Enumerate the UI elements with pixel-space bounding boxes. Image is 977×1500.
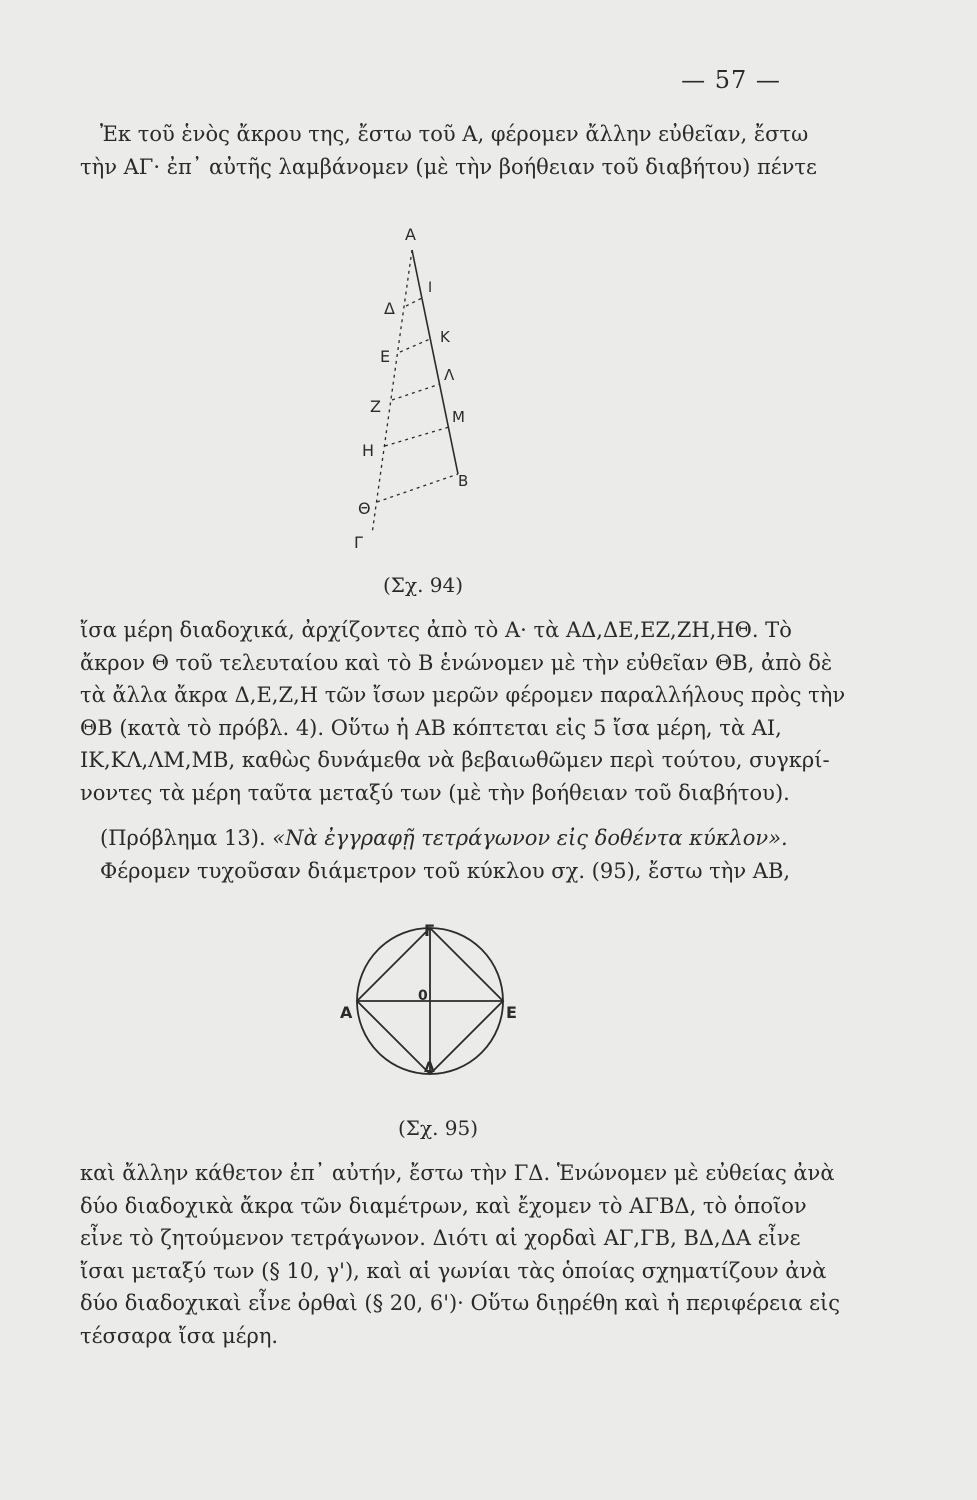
figure-94-diagram xyxy=(340,222,490,552)
text-line: ἴσαι μεταξύ των (§ 10, γ'), καὶ αἱ γωνίαι τὰς ὁποίας σχηματίζουν ἀνὰ xyxy=(80,1258,827,1283)
text-line: καὶ ἄλλην κάθετον ἐπ᾽ αὐτήν, ἔστω τὴν ΓΔ. Ἑνώνομεν μὲ εὐθείας ἀνὰ xyxy=(80,1161,835,1185)
label-I: Ι xyxy=(428,280,433,296)
figure-94-caption: (Σχ. 94) xyxy=(383,573,464,597)
paragraph-square-proof xyxy=(80,1157,840,1352)
label-center: 0 xyxy=(418,988,428,1004)
problem-number: (Πρόβλημα 13). xyxy=(100,826,273,850)
label-Z: Ζ xyxy=(370,397,381,416)
problem-heading-line xyxy=(80,822,840,855)
paragraph-intro xyxy=(80,118,840,183)
label-Theta: Θ xyxy=(358,499,371,518)
label-bottom: Δ xyxy=(424,1060,435,1076)
paragraph-problem-13 xyxy=(80,822,840,887)
label-right: Ε xyxy=(506,1003,517,1022)
text-line: τέσσαρα ἴσα μέρη. xyxy=(80,1323,279,1348)
label-Delta: Δ xyxy=(384,299,395,318)
paragraph-division xyxy=(80,614,846,809)
page-number: — 57 — xyxy=(681,66,781,94)
label-top: Γ xyxy=(424,921,435,940)
text-line: ΙΚ,ΚΛ,ΛΜ,ΜΒ, καθὼς δυνάμεθα νὰ βεβαιωθῶμεν περὶ τούτου, συγκρί- xyxy=(80,748,830,772)
text-line: τὴν ΑΓ· ἐπ᾽ αὐτῆς λαμβάνομεν (μὲ τὴν βοήθειαν τοῦ διαβήτου) πέντε xyxy=(80,154,817,179)
label-A: Α xyxy=(405,225,416,244)
text-line: ἴσα μέρη διαδοχικά, ἀρχίζοντες ἀπὸ τὸ Α· τὰ ΑΔ,ΔΕ,ΕΖ,ΖΗ,ΗΘ. Τὸ xyxy=(80,618,792,642)
text-line: δύο διαδοχικαὶ εἶνε ὀρθαὶ (§ 20, 6')· Οὕτω διῃρέθη καὶ ἡ περιφέρεια εἰς xyxy=(80,1291,841,1315)
text-line: δύο διαδοχικὰ ἄκρα τῶν διαμέτρων, καὶ ἔχομεν τὸ ΑΓΒΔ, τὸ ὁποῖον xyxy=(80,1193,807,1218)
figure-95-caption: (Σχ. 95) xyxy=(398,1116,479,1140)
label-M: Μ xyxy=(452,408,465,426)
label-H: Η xyxy=(362,441,375,460)
text-line: ΘΒ (κατὰ τὸ πρόβλ. 4). Οὕτω ἡ ΑΒ κόπτεται εἰς 5 ἴσα μέρη, τὰ ΑΙ, xyxy=(80,715,782,740)
text-line: Φέρομεν τυχοῦσαν διάμετρον τοῦ κύκλου σχ. (95), ἔστω τὴν ΑΒ, xyxy=(100,858,791,883)
text-line: τὰ ἄλλα ἄκρα Δ,Ε,Ζ,Η τῶν ἴσων μερῶν φέρομεν παραλλήλους πρὸς τὴν xyxy=(80,683,846,707)
line-ThB xyxy=(377,474,458,502)
label-left: Α xyxy=(340,1003,353,1022)
line-H-parallel xyxy=(385,427,449,446)
text-line: νοντες τὰ μέρη ταῦτα μεταξύ των (μὲ τὴν βοήθειαν τοῦ διαβήτου). xyxy=(80,780,790,805)
line-Z-parallel xyxy=(392,384,440,400)
line-D-parallel xyxy=(406,298,422,306)
text-line: εἶνε τὸ ζητούμενον τετράγωνον. Διότι αἱ χορδαὶ ΑΓ,ΓΒ, ΒΔ,ΔΑ εἶνε xyxy=(80,1226,801,1250)
label-L: Λ xyxy=(444,366,455,384)
line-E-parallel xyxy=(400,339,430,352)
label-K: Κ xyxy=(440,328,450,346)
text-line: Ἐκ τοῦ ἑνὸς ἄκρου της, ἔστω τοῦ Α, φέρομεν ἄλλην εὐθεῖαν, ἔστω xyxy=(100,122,809,146)
figure-95-diagram xyxy=(340,921,530,1076)
label-E: Ε xyxy=(380,347,391,366)
label-G: Γ xyxy=(354,533,363,552)
label-B: Β xyxy=(458,472,469,490)
text-line: ἄκρον Θ τοῦ τελευταίου καὶ τὸ Β ἑνώνομεν μὲ τὴν εὐθεῖαν ΘΒ, ἀπὸ δὲ xyxy=(80,650,833,675)
problem-title: «Νὰ ἐγγραφῇ τετράγωνον εἰς δοθέντα κύκλον». xyxy=(272,826,788,850)
line-AB xyxy=(412,250,458,474)
